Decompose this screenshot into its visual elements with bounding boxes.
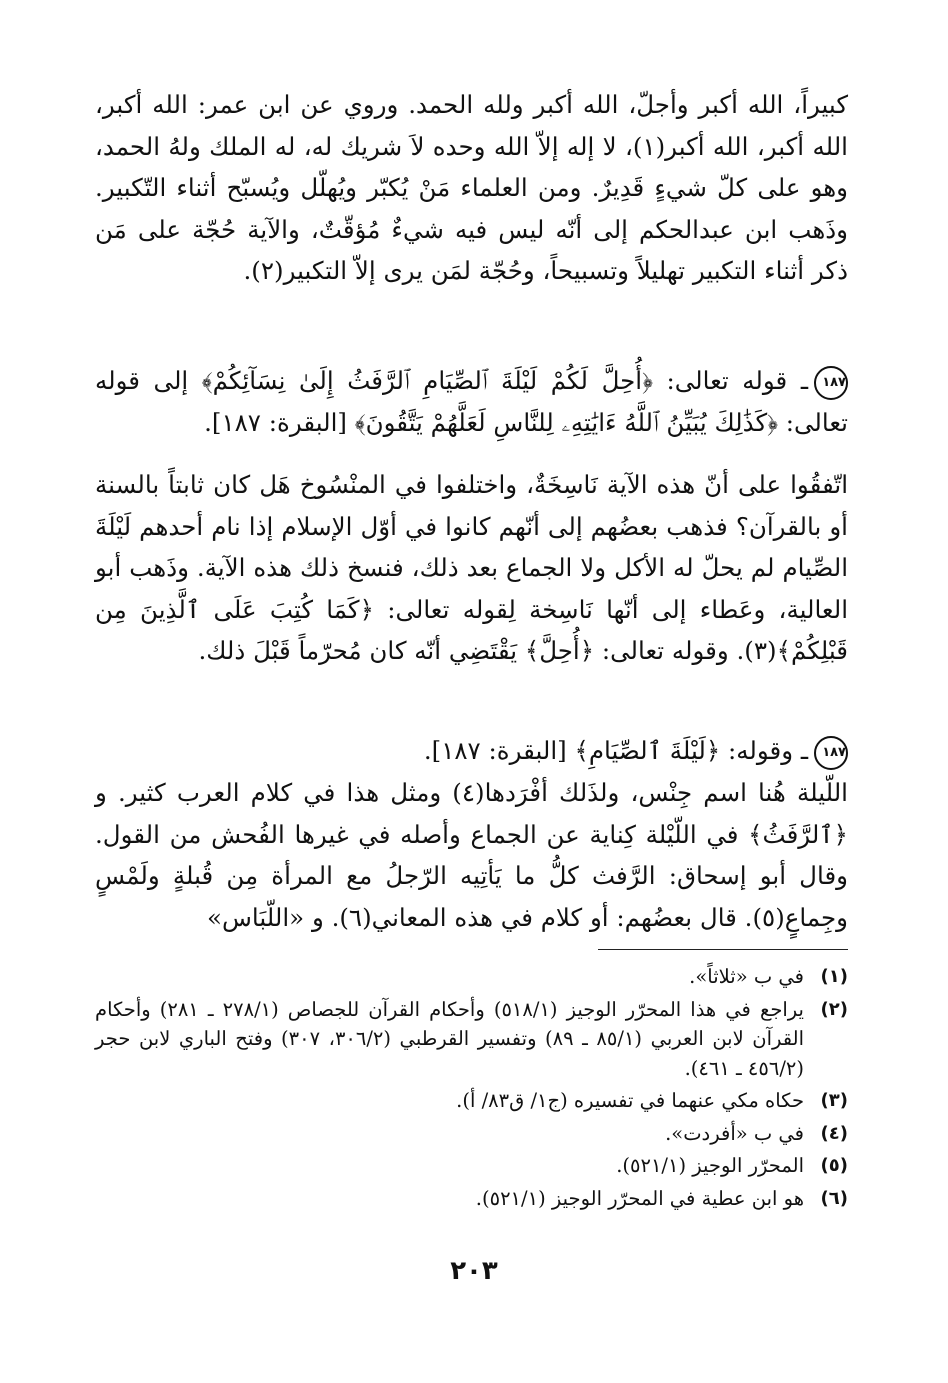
footnote-text: يراجع في هذا المحرّر الوجيز (٥١٨/١) وأحكام القرآن للجصاص (٢٧٨/١ ـ ٢٨١) وأحكام القرآن لابن العربي (٨٥/١ ـ ٨٩) وتفسير القرطبي (٣٠٦/٢، ٣٠٧) وفتح الباري لابن حجر (٤٥٦/٢ ـ ٤٦١).	[95, 997, 804, 1080]
footnote	[95, 1151, 848, 1181]
footnote	[95, 1086, 848, 1116]
footnote-text: حكاه مكي عنهما في تفسيره (ج١/ ق٨٣/ أ).	[456, 1089, 804, 1112]
footnote	[95, 995, 848, 1084]
footnote-separator	[598, 949, 848, 950]
footnote-number: (٥)	[820, 1155, 848, 1176]
verse-heading-text-2: ـ وقوله: ﴿لَيْلَةَ ٱلصِّيَامِ﴾ [البقرة: ١٨٧].	[423, 736, 808, 765]
footnote	[95, 1119, 848, 1149]
footnote	[95, 1184, 848, 1214]
footnote-number: (٤)	[820, 1122, 848, 1144]
footnote-text: هو ابن عطية في المحرّر الوجيز (٥٢١/١).	[475, 1186, 804, 1210]
verse-heading-text: ـ قوله تعالى: ﴿أُحِلَّ لَكُمْ لَيْلَةَ ٱلصِّيَامِ ٱلرَّفَثُ إِلَىٰ نِسَآئِكُمْ﴾ إلى قوله تعالى: ﴿كَذَٰلِكَ يُبَيِّنُ ٱللَّهُ ءَايَٰتِهِۦ لِلنَّاسِ لَعَلَّهُمْ يَتَّقُونَ﴾ [البقرة: ١٨٧].	[95, 366, 848, 437]
paragraph-verse-heading-2	[95, 730, 848, 772]
footnote-number: (٢)	[820, 998, 848, 1020]
footnote	[95, 962, 848, 992]
verse-number-badge: ١٨٧	[814, 366, 848, 400]
footnote-text: في ب «ثلاثاً».	[689, 965, 804, 988]
footnote-text: المحرّر الوجيز (٥٢١/١).	[616, 1154, 804, 1177]
paragraph-abrogation: اتّفقُوا على أنّ هذه الآية نَاسِخَةٌ، واختلفوا في المنْسُوخ هَل كان ثابتاً بالسنة أو بالقرآن؟ فذهب بعضُهم إلى أنّهم كانوا في أوّل الإسلام إذا نام أحدهم لَيْلَةَ الصِّيام لم يحلّ له الأكل ولا الجماع بعد ذلك، فنسخ ذلك هذه الآية. وذَهب أبو العالية، وعَطاء إلى أنّها نَاسِخة لِقوله تعالى: ﴿كَمَا كُتِبَ عَلَى ٱلَّذِينَ مِن قَبْلِكُمْ﴾(٣). وقوله تعالى: ﴿أُحِلَّ﴾ يَقْتَضِي أنّه كان مُحرّماً قَبْلَ ذلك.	[95, 470, 848, 666]
verse-number-badge-2: ١٨٧	[814, 736, 848, 770]
main-text	[95, 84, 848, 940]
footnote-text: في ب «أفردت».	[665, 1121, 804, 1145]
paragraph-takbir: كبيراً، الله أكبر وأجلّ، الله أكبر ولله الحمد. وروي عن ابن عمر: الله أكبر، الله أكبر، الله أكبر(١)، لا إله إلاّ الله وحده لاَ شريك له، له الملك ولهُ الحمد، وهو على كلّ شيءٍ قَدِيرٌ. ومن العلماء مَنْ يُكبّر ويُهلّل ويُسبّح أثناء التّكبير. وذَهب ابن عبدالحكم إلى أنّه ليس فيه شيءٌ مُؤقّتٌ، والآية حُجّة على مَن ذكر أثناء التكبير تهليلاً وتسبيحاً، وحُجّة لمَن يرى إلاّ التكبير(٢).	[95, 90, 848, 286]
footnote-number: (٣)	[820, 1090, 848, 1111]
footnote-number: (١)	[820, 966, 848, 987]
paragraph-verse-heading	[95, 360, 848, 444]
footnotes-list	[95, 962, 848, 1216]
page-number: ٢٠٣	[450, 1256, 498, 1286]
paragraph-night-meaning: اللّيلة هُنا اسم جِنْس، ولذَلك أفْرَدها(٤) ومثل هذا في كلام العرب كثير. و ﴿ٱلرَّفَثُ﴾ في اللّيْلة كِناية عن الجماع وأصله في غيرها الفُحش من القول. وقال أبو إسحاق: الرَّفث كلُّ ما يَأتِيه الرّجلُ مع المرأة مِن قُبلةٍ ولَمْسٍ وجِماعٍ(٥). قال بعضُهم: أو كلام في هذه المعاني(٦). و «اللّبَاس»	[95, 778, 848, 932]
footnote-number: (٦)	[820, 1187, 848, 1209]
